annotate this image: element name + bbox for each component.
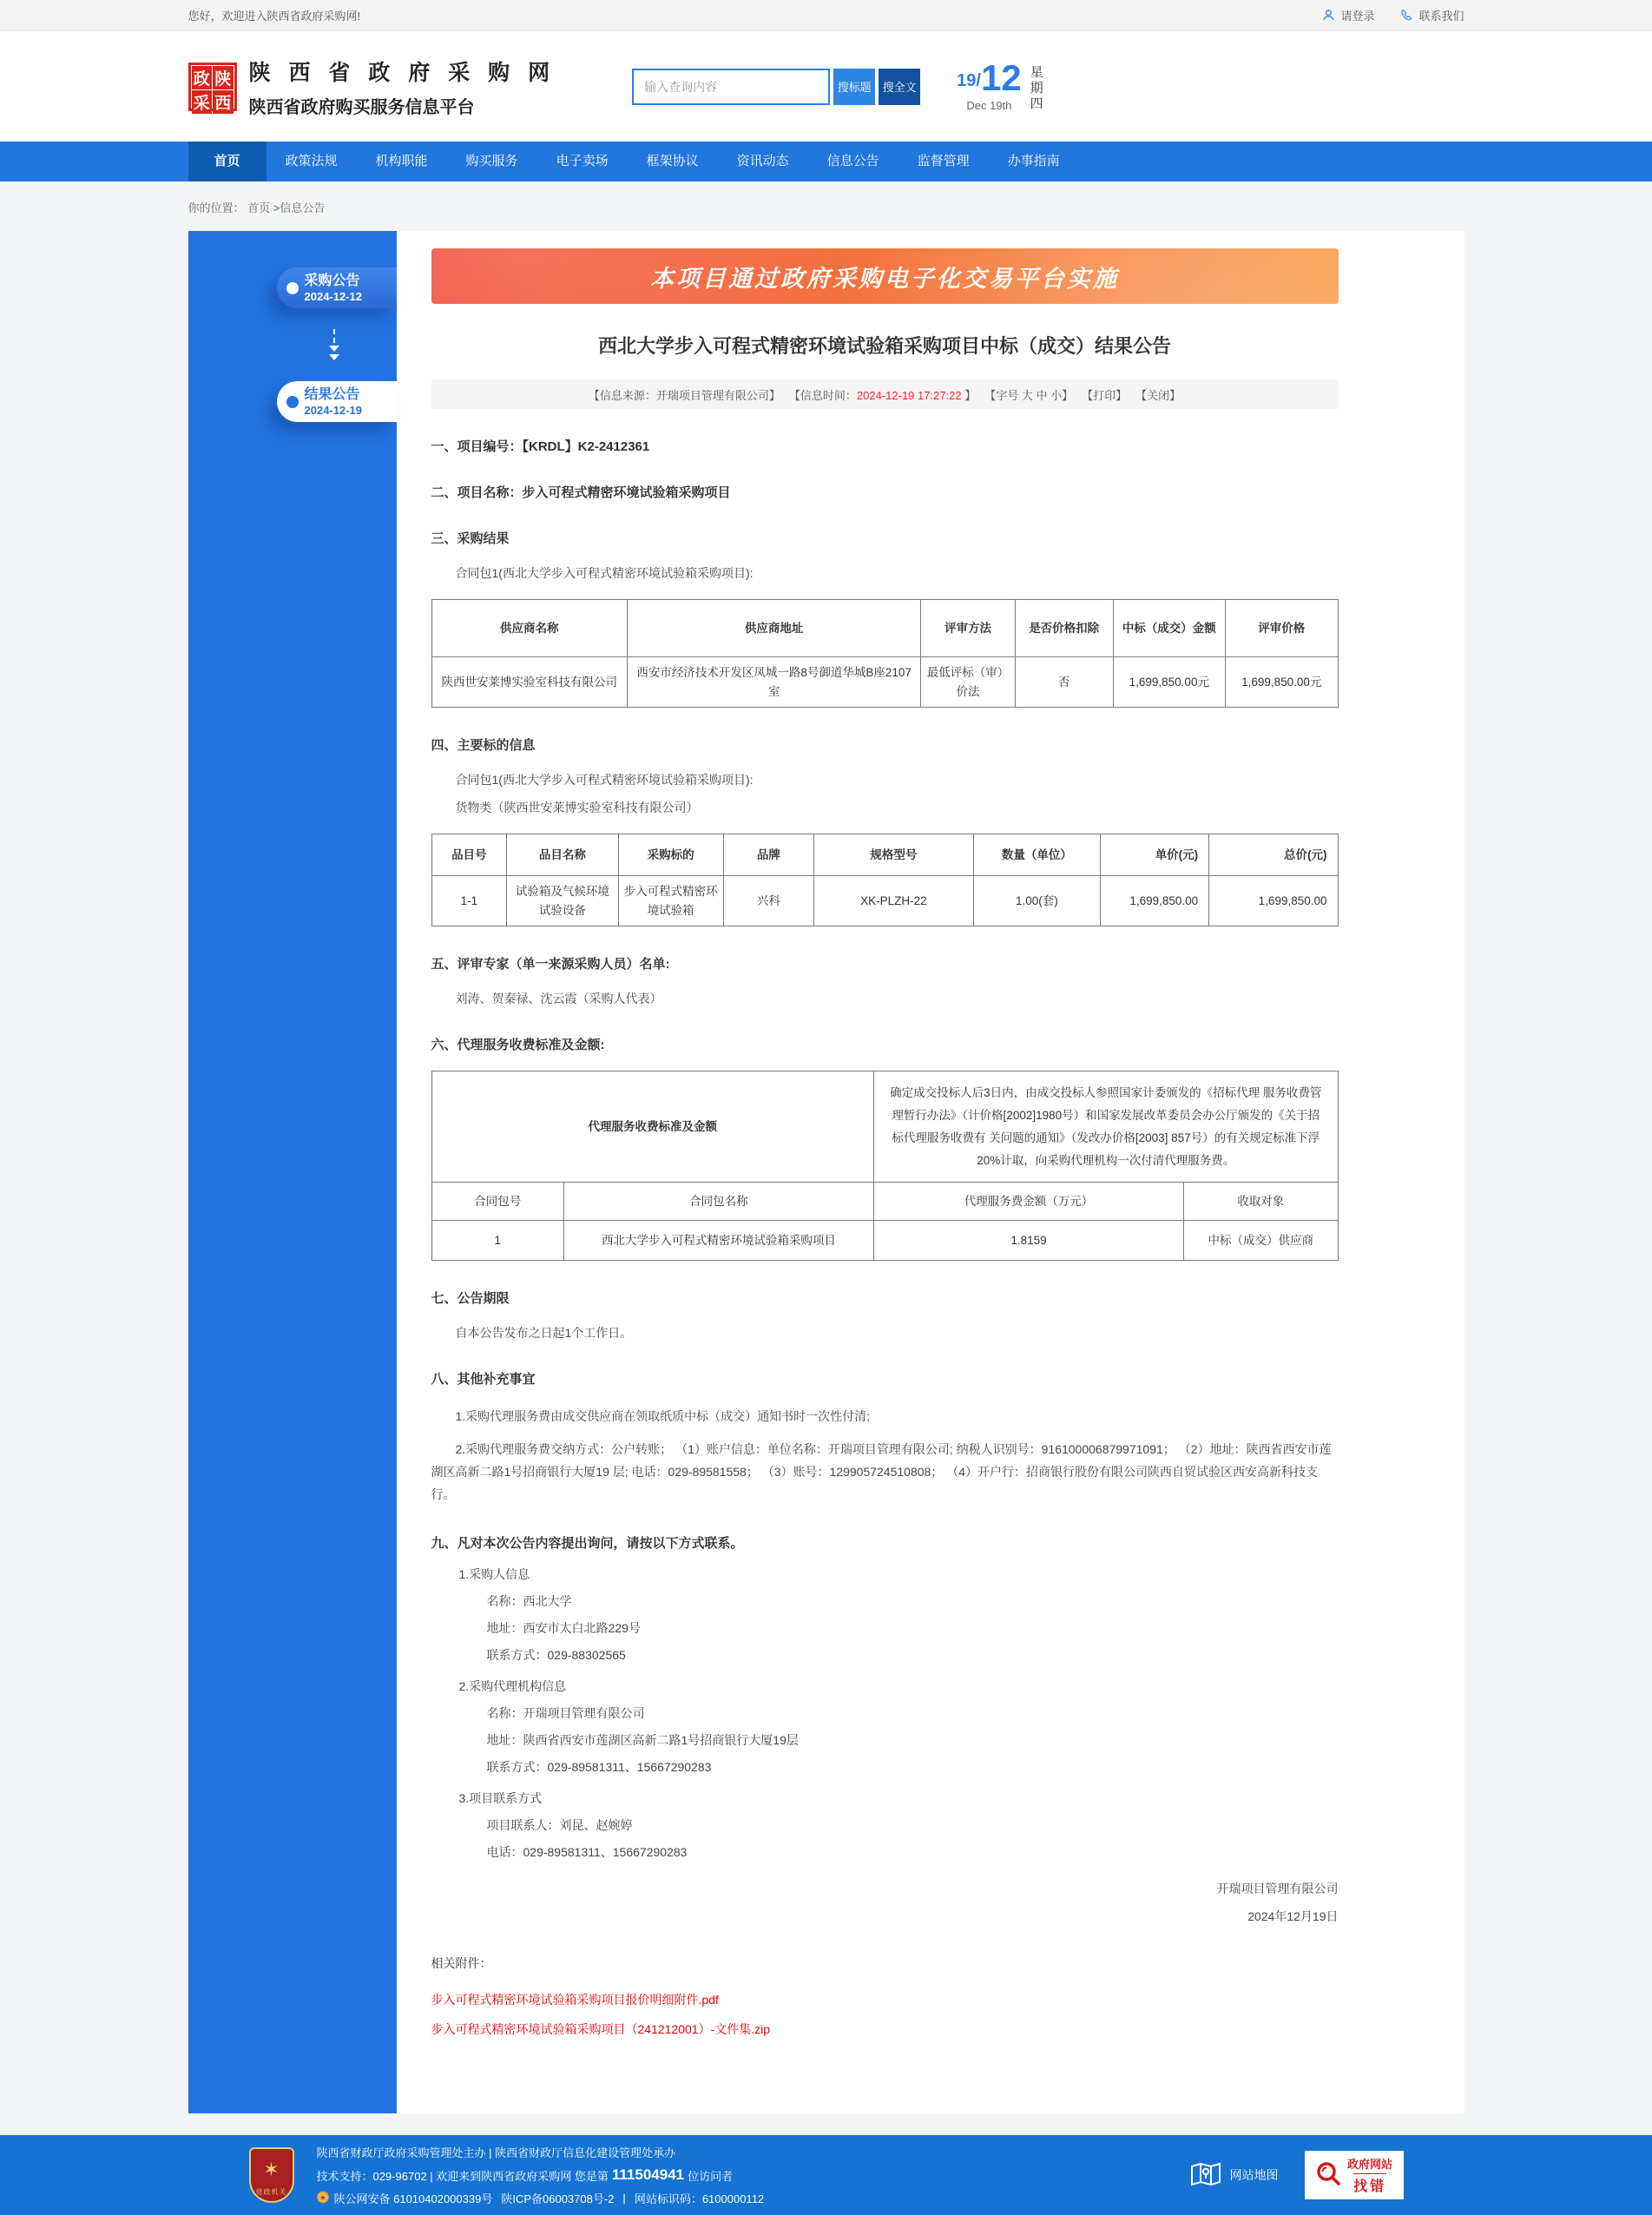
contact-line: 电话：029-89581311、15667290283 xyxy=(486,1845,688,1859)
nav-item-home[interactable]: 首页 xyxy=(188,142,267,181)
contract-package-line: 合同包1(西北大学步入可程式精密环境试验箱采购项目): xyxy=(455,566,754,580)
step-dot xyxy=(286,396,299,408)
contact-line: 名称：开瑞项目管理有限公司 xyxy=(486,1706,645,1720)
nav-item-e-marketplace[interactable]: 电子卖场 xyxy=(556,154,609,168)
breadcrumb-label: 你的位置： xyxy=(188,201,245,214)
meta-timestamp: 2024-12-19 17:27:22 xyxy=(856,388,962,402)
announcement-article xyxy=(397,231,1464,2113)
meta-time: 【信息时间：2024-12-19 17:27:22 】 xyxy=(788,388,977,402)
contact-line: 项目联系人：刘昆、赵婉婷 xyxy=(486,1818,633,1832)
contact-line: 联系方式：029-89581311、15667290283 xyxy=(486,1760,712,1774)
welcome-text: 您好，欢迎进入陕西省政府采购网! xyxy=(188,10,361,23)
contact-line: 地址：西安市太白北路229号 xyxy=(486,1621,641,1635)
content-card xyxy=(188,231,1464,2113)
seal-char: 政 xyxy=(192,66,213,89)
footer-org-line: 陕西省财政厅政府采购管理处主办 | 陕西省财政厅信息化建设管理处承办 xyxy=(316,2146,676,2159)
table-header-row: 品目号 品目名称 采购标的 品牌 规格型号 数量（单位） 单价(元) 总价(元) xyxy=(431,834,1338,876)
phone-icon xyxy=(1400,9,1413,22)
weekday-label: 星 期 四 xyxy=(1030,65,1043,111)
gongan-beian[interactable]: 陕公网安备 61010402000339号 xyxy=(333,2192,493,2205)
print-button[interactable]: 【打印】 xyxy=(1082,388,1128,402)
site-header xyxy=(0,31,1652,142)
period-text: 自本公告发布之日起1个工作日。 xyxy=(455,1326,633,1340)
section-period-heading: 七、公告期限 xyxy=(431,1291,510,1306)
table-header-row: 供应商名称 供应商地址 评审方法 是否价格扣除 中标（成交）金额 评审价格 xyxy=(431,600,1338,657)
signature-company: 开瑞项目管理有限公司 xyxy=(1216,1882,1339,1895)
meta-bar xyxy=(431,379,1339,409)
search-input[interactable] xyxy=(632,69,830,105)
nav-item-announcements[interactable]: 信息公告 xyxy=(826,154,879,168)
user-icon xyxy=(1322,9,1335,22)
section-result-heading: 三、采购结果 xyxy=(431,531,510,546)
table-row: 陕西世安莱博实验室科技有限公司 西安市经济技术开发区凤城一路8号御道华城B座2107室 最低评标（审）价法 否 1,699,850.00元 1,699,850.00元 xyxy=(431,657,1338,708)
section-project-name: 二、项目名称：步入可程式精密环境试验箱采购项目 xyxy=(431,485,731,500)
supplementary-item: 1.采购代理服务费由成交供应商在领取纸质中标（成交）通知书时一次性付清; xyxy=(455,1409,871,1423)
site-footer xyxy=(0,2135,1652,2215)
close-button[interactable]: 【关闭】 xyxy=(1135,388,1181,402)
contact-line: 名称：西北大学 xyxy=(486,1594,572,1608)
seal-char: 西 xyxy=(213,90,234,114)
signature-block xyxy=(431,1880,1339,1925)
section-agency-fee-heading: 六、代理服务收费标准及金额: xyxy=(431,1038,605,1052)
login-link[interactable] xyxy=(1322,7,1374,23)
nav-item-supervision[interactable]: 监督管理 xyxy=(917,154,970,168)
sidebar-step-purchase-announcement[interactable]: 采购公告 2024-12-12 xyxy=(277,267,397,308)
footer-beian-line: ★ 陕公网安备 61010402000339号 陕ICP备06003708号-2 | 网站标识码：6100000112 xyxy=(317,2190,773,2206)
platform-banner: 本项目通过政府采购电子化交易平台实施 xyxy=(431,248,1339,304)
nav-item-functions[interactable]: 机构职能 xyxy=(375,154,428,168)
table-header-row: 合同包号 合同包名称 代理服务费金额（万元） 收取对象 xyxy=(431,1183,1338,1221)
process-sidebar xyxy=(188,231,397,2113)
contact-group-title: 3.项目联系方式 xyxy=(458,1791,543,1805)
nav-item-framework-agreement[interactable]: 框架协议 xyxy=(646,154,699,168)
date-day: 19/ xyxy=(957,71,981,90)
supplementary-item: 2.采购代理服务费交纳方式：公户转账； （1）账户信息：单位名称：开瑞项目管理有限公司; 纳税人识别号：916100006879971091； （2）地址：陕西省西安市莲湖区高新二路1号招商银行大厦19 层; 电话：029-89581558； （3）账号：129905724510808； （4）开户行：招商银行股份有限公司陕西自贸试验区西安高新科技支行。 xyxy=(431,1442,1332,1501)
result-table xyxy=(431,599,1339,708)
contact-group-title: 1.采购人信息 xyxy=(458,1567,530,1581)
visitor-count: 111504941 xyxy=(611,2166,685,2183)
section-experts-heading: 五、评审专家（单一来源采购人员）名单: xyxy=(431,957,670,972)
contact-group-title: 2.采购代理机构信息 xyxy=(458,1679,567,1693)
attachment-link-pdf[interactable]: 步入可程式精密环境试验箱采购项目报价明细附件.pdf xyxy=(431,1993,719,2007)
attachments-label: 相关附件： xyxy=(431,1956,492,1970)
search-fulltext-button[interactable]: 搜全文 xyxy=(879,69,920,105)
step-dot xyxy=(286,282,299,294)
date-widget xyxy=(957,57,1043,112)
site-subtitle: 陕西省政府购买服务信息平台 xyxy=(248,97,475,117)
search-title-button[interactable]: 搜标题 xyxy=(833,69,875,105)
breadcrumb xyxy=(188,181,1464,231)
date-english: Dec 19th xyxy=(966,99,1012,112)
public-security-badge-icon xyxy=(317,2191,329,2206)
top-bar xyxy=(0,0,1652,31)
font-size-control[interactable]: 【字号 大 中 小】 xyxy=(984,388,1074,402)
flow-down-arrow-icon xyxy=(326,329,343,360)
section-contact-heading: 九、凡对本次公告内容提出询问，请按以下方式联系。 xyxy=(431,1536,744,1551)
sitemap-label: 网站地图 xyxy=(1229,2168,1279,2182)
sidebar-step-result-announcement[interactable]: 结果公告 2024-12-19 xyxy=(277,381,397,422)
seal-char: 采 xyxy=(192,90,213,114)
section-project-number: 一、项目编号：【KRDL】K2-2412361 xyxy=(431,439,650,454)
agency-fee-table xyxy=(431,1071,1339,1261)
contact-line: 联系方式：029-88302565 xyxy=(486,1648,626,1662)
site-error-report-button[interactable]: 政府网站 找错 xyxy=(1305,2151,1404,2199)
contract-package-line: 合同包1(西北大学步入可程式精密环境试验箱采购项目): xyxy=(455,773,754,787)
goods-category-line: 货物类（陕西世安莱博实验室科技有限公司） xyxy=(455,801,699,814)
meta-source: 【信息来源：开瑞项目管理有限公司】 xyxy=(588,388,780,402)
nav-item-purchase-services[interactable]: 购买服务 xyxy=(465,154,518,168)
subject-table xyxy=(431,834,1339,926)
table-row: 代理服务收费标准及金额 确定成交投标人后3日内，由成交投标人参照国家计委颁发的《招标代理 服务收费管理暂行办法》（计价格[2002]1980号）和国家发展改革委员会办公厅颁发的《关于招标代理服务收费有 关问题的通知》（发改办价格[2003] 857号）的有关规定标准下浮20%计取，向采购代理机构一次付清代理服务费。 xyxy=(431,1071,1338,1183)
site-logo-seal xyxy=(188,63,237,111)
breadcrumb-current: >信息公告 xyxy=(273,201,326,214)
section-subject-heading: 四、主要标的信息 xyxy=(431,738,536,753)
login-label: 请登录 xyxy=(1340,10,1375,23)
table-row: 1 西北大学步入可程式精密环境试验箱采购项目 1.8159 中标（成交）供应商 xyxy=(431,1221,1338,1261)
nav-item-policies[interactable]: 政策法规 xyxy=(285,154,338,168)
nav-item-news[interactable]: 资讯动态 xyxy=(736,154,789,168)
site-title: 陕 西 省 政 府 采 购 网 xyxy=(248,60,556,85)
contact-us-link[interactable] xyxy=(1400,7,1464,23)
sitemap-link[interactable] xyxy=(1190,2160,1279,2191)
table-row: 1-1 试验箱及气候环境试验设备 步入可程式精密环境试验箱 兴科 XK-PLZH-22 1.00(套) 1,699,850.00 1,699,850.00 xyxy=(431,876,1338,926)
map-icon xyxy=(1190,2160,1221,2191)
attachment-link-zip[interactable]: 步入可程式精密环境试验箱采购项目（241212001）-文件集.zip xyxy=(431,2022,771,2036)
icp-beian[interactable]: 陕ICP备06003708号-2 xyxy=(501,2192,615,2205)
section-supplementary-heading: 八、其他补充事宜 xyxy=(431,1372,536,1387)
party-government-badge-icon: ✶ 党政机关 xyxy=(249,2147,294,2203)
breadcrumb-home-link[interactable]: 首页 xyxy=(247,201,271,214)
date-month: 12 xyxy=(980,57,1022,98)
site-logo xyxy=(188,56,556,118)
svg-text:★: ★ xyxy=(319,2192,326,2201)
signature-date: 2024年12月19日 xyxy=(1247,1909,1339,1923)
site-code: 网站标识码：6100000112 xyxy=(634,2192,765,2205)
page-title: 西北大学步入可程式精密环境试验箱采购项目中标（成交）结果公告 xyxy=(597,335,1171,357)
nav-item-guide[interactable]: 办事指南 xyxy=(1007,154,1060,168)
contact-us-label: 联系我们 xyxy=(1418,10,1464,23)
magnifier-icon xyxy=(1315,2160,1341,2191)
search-area xyxy=(632,69,920,105)
main-navigation xyxy=(0,142,1652,181)
footer-support-line: 技术支持：029-96702 | 欢迎来到陕西省政府采购网 您是第 111504941 位访问者 xyxy=(316,2166,734,2183)
experts-list: 刘涛、贺秦禄、沈云霞（采购人代表） xyxy=(455,992,662,1005)
seal-char: 陕 xyxy=(213,66,234,89)
contact-line: 地址：陕西省西安市莲湖区高新二路1号招商银行大厦19层 xyxy=(486,1733,799,1747)
